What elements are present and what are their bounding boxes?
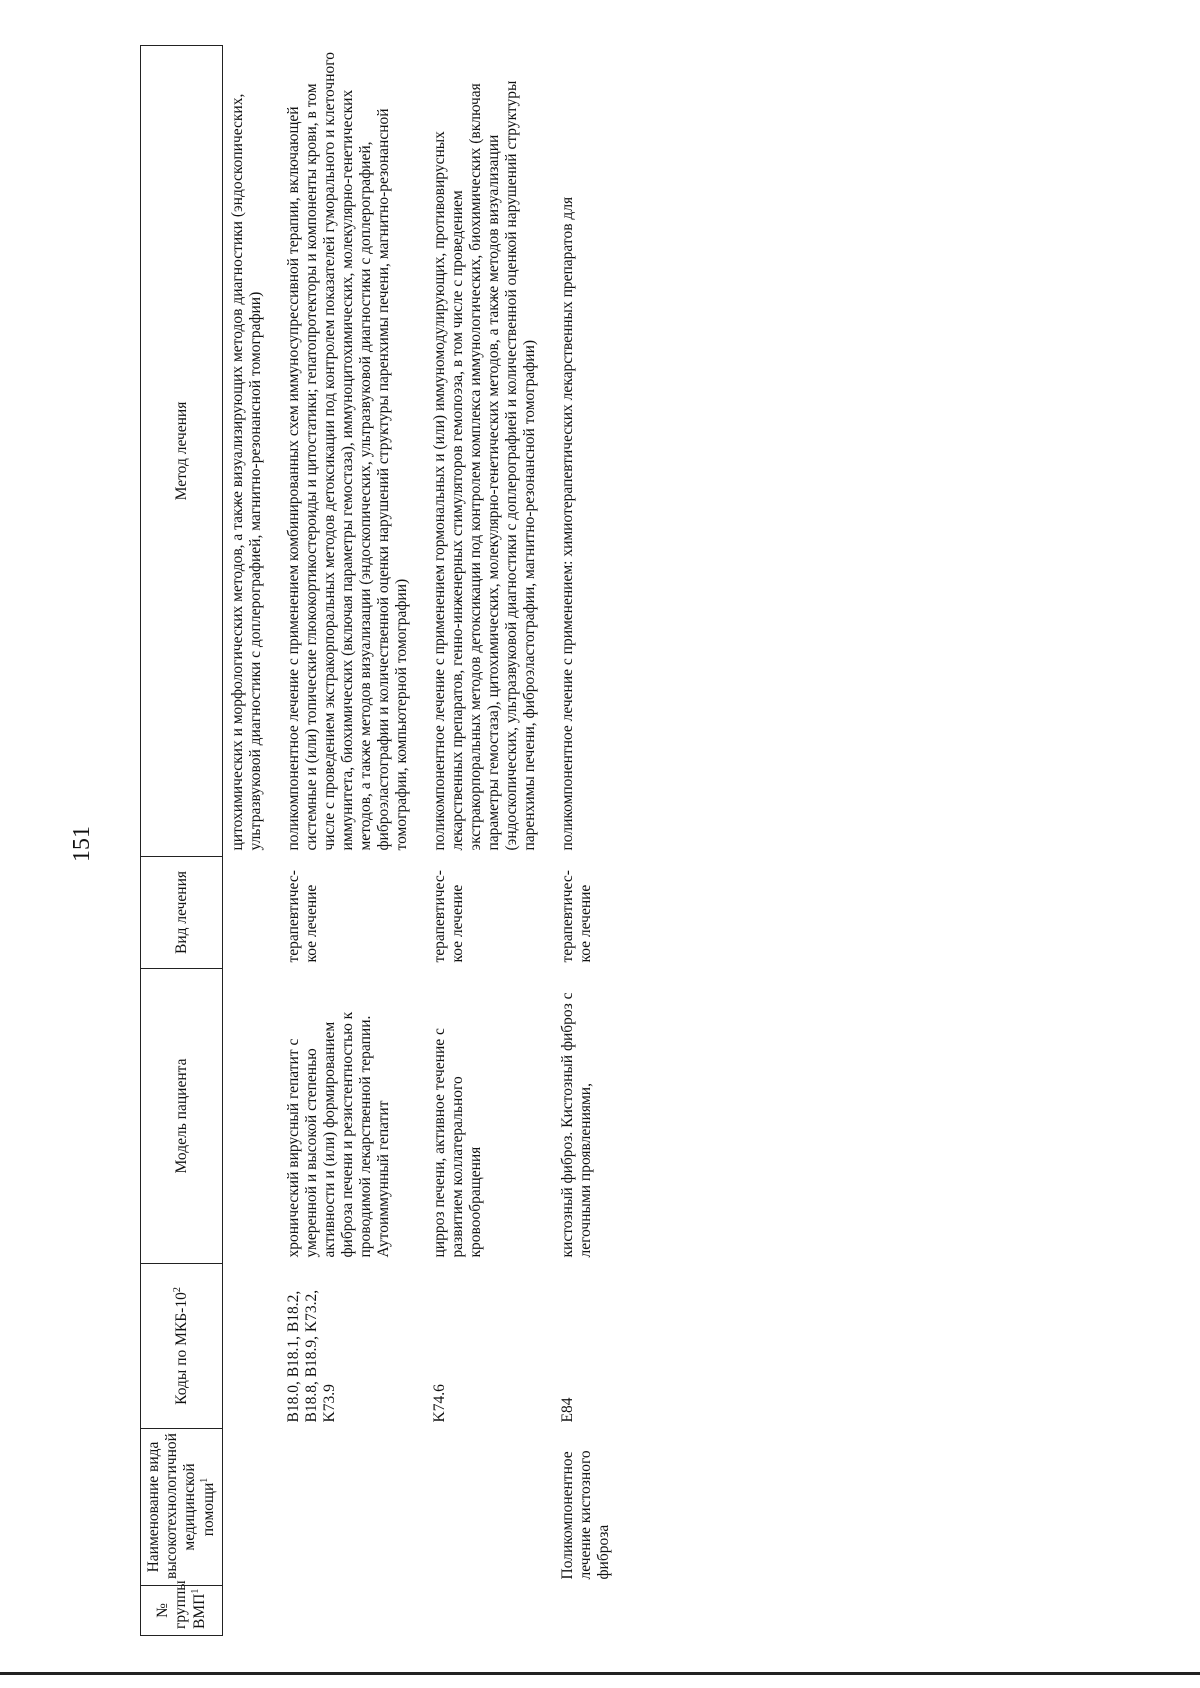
table-row (423, 46, 551, 1636)
cell-group-number (423, 1586, 551, 1636)
table-row (223, 46, 277, 1636)
cell-vmp-name (223, 1429, 277, 1586)
cell-patient-model: кистозный фиброз. Кистозный фиброз с легочными проявлениями, (558, 992, 594, 1258)
cell-group-number (277, 1586, 423, 1636)
vmp-table-rotated (140, 46, 1070, 1636)
cell-patient-model: цирроз печени, активное течение с развитием коллатерального кровообращения (430, 1028, 484, 1258)
cell-group-number (551, 1586, 625, 1636)
cell-patient-model: хронический вирусный гепатит с умеренной и высокой степенью активности и (или) формированием фиброза печени и резистентностью к проводимой лекарственной терапии. Аутоиммунный гепатит (284, 1011, 392, 1258)
table-row (277, 46, 423, 1636)
cell-treatment-type: терапевтичес-кое лечение (558, 870, 594, 963)
cell-vmp-name (277, 1429, 423, 1586)
cell-vmp-name: Поликомпонентное лечение кистозного фиброза (558, 1450, 612, 1580)
scan-edge-line (0, 1672, 1200, 1675)
cell-treatment-type: терапевтичес-кое лечение (430, 870, 466, 963)
header-group-number: № группы ВМП$^1$ (141, 1586, 223, 1636)
cell-treatment-method: поликомпонентное лечение с применением гормональных и (или) иммуномодулирующих, противовирусных лекарственных препаратов, генно-инженерных стимуляторов гемопоэза, в том числе с проведением экстракорпоральных методов детоксикации под контролем комплекса иммунологических, биохимических (включая параметры гемостаза), цитохимических, молекулярно-генетических методов, а также методов визуализации (эндоскопических, ультразвуковой диагностики с доплерографией и количественной оценкой нарушений структуры паренхимы печени, фиброэластографии, магнитно-резонансной томографии) (430, 80, 538, 851)
cell-treatment-method: поликомпонентное лечение с применением: химиотерапевтических лекарственных препаратов для (558, 196, 576, 851)
cell-icd-codes: E84 (558, 1397, 576, 1423)
cell-treatment-type (223, 857, 277, 969)
table-header-row (141, 46, 223, 1636)
table-row (551, 46, 625, 1636)
cell-icd-codes: B18.0, B18.1, B18.2, B18.8, B18.9, K73.2, K73.9 (284, 1289, 338, 1423)
cell-treatment-method: поликомпонентное лечение с применением комбинированных схем иммуносупрессивной терапии, включающей системные и (или) топические глюкокортикостероиды и цитостатики; гепатопротекторы и компоненты крови, в том числе с проведением экстракорпоральных методов детоксикации под контролем показателей гуморального и клеточного иммунитета, биохимических (включая параметры гемостаза), иммуноцитохимических, молекулярно-генетических методов, а также методов визуализации (эндоскопических, ультразвуковой диагностики с доплерографией, фиброэластографии и количественной оценки нарушений структуры паренхимы печени, магнитно-резонансной томографии, компьютерной томографии) (284, 52, 410, 851)
cell-patient-model (223, 969, 277, 1264)
cell-icd-codes: K74.6 (430, 1384, 448, 1423)
cell-group-number (223, 1586, 277, 1636)
header-treatment-method: Метод лечения (141, 46, 223, 857)
cell-treatment-method: цитохимических и морфологических методов, а также визуализирующих методов диагностики (эндоскопических, ультразвуковой диагностики с доплерографией, магнитно-резонансной томографии) (229, 93, 264, 851)
header-vmp-name: Наименование вида высокотехнологичной медицинской помощи$^1$ (141, 1429, 223, 1586)
cell-treatment-type: терапевтичес-кое лечение (284, 870, 320, 963)
header-patient-model: Модель пациента (141, 969, 223, 1264)
header-treatment-type: Вид лечения (141, 857, 223, 969)
vmp-table (140, 45, 624, 1636)
cell-icd-codes (223, 1264, 277, 1429)
header-icd-codes: Коды по МКБ-$10^2$ (141, 1264, 223, 1429)
page-number: 151 (69, 826, 95, 862)
cell-vmp-name (423, 1429, 551, 1586)
